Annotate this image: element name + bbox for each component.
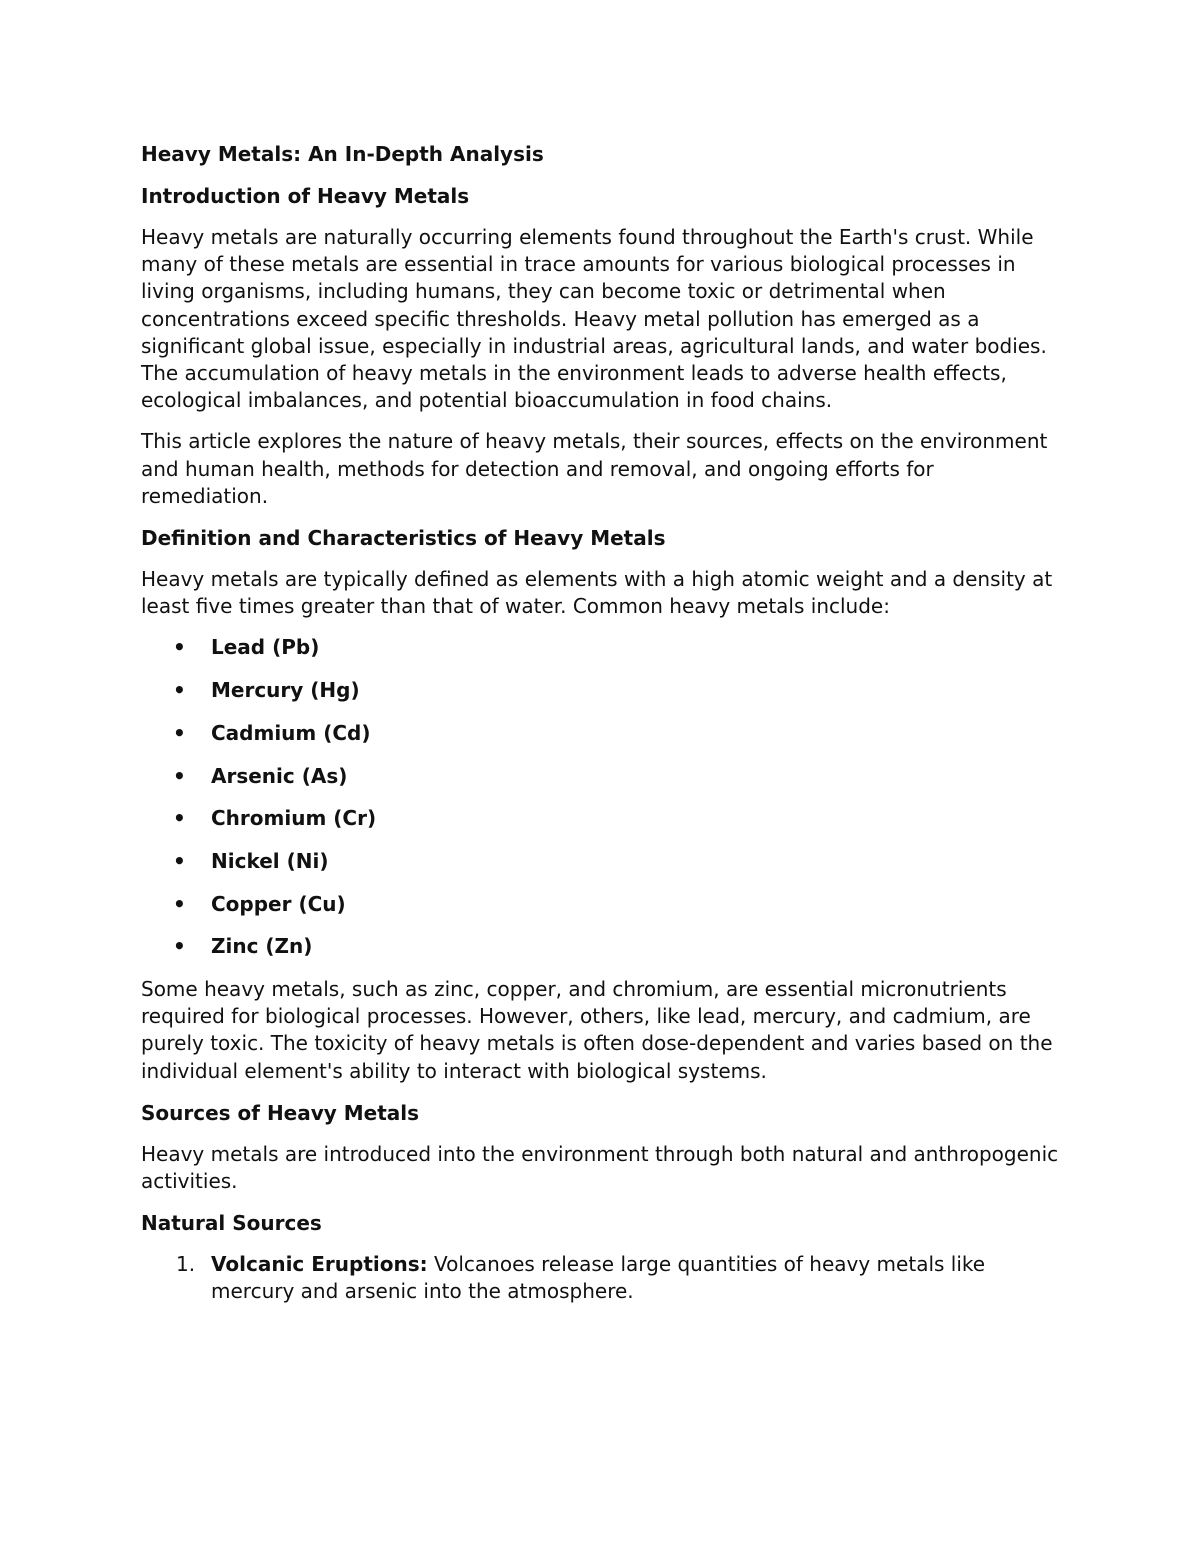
metal-name: Mercury (Hg)	[211, 678, 360, 703]
metal-name: Cadmium (Cd)	[211, 720, 371, 745]
metal-name: Nickel (Ni)	[211, 848, 329, 873]
natural-sources-heading: Natural Sources	[141, 1211, 322, 1236]
list-item	[141, 634, 1061, 661]
heavy-metals-list	[141, 634, 1061, 960]
metal-name: Copper (Cu)	[211, 891, 346, 916]
metal-name: Arsenic (As)	[211, 763, 348, 788]
bullet-icon: •	[173, 934, 186, 959]
intro-paragraph-2: This article explores the nature of heavy metals, their sources, effects on the environment and human health, methods for detection and removal, and ongoing efforts for remediation.	[141, 429, 1048, 508]
list-item	[141, 891, 1061, 918]
list-number: 1.	[176, 1252, 196, 1277]
bullet-icon: •	[173, 848, 186, 873]
document-title: Heavy Metals: An In-Depth Analysis	[141, 142, 544, 166]
list-text: Volcanoes release large quantities of heavy metals like mercury and arsenic into the atmosphere.	[211, 1252, 986, 1304]
bullet-icon: •	[173, 678, 186, 703]
list-term: Volcanic Eruptions:	[211, 1252, 428, 1277]
list-item	[141, 1251, 1061, 1305]
bullet-icon: •	[173, 635, 186, 660]
list-item	[141, 933, 1061, 960]
definition-paragraph-1: Heavy metals are typically defined as elements with a high atomic weight and a density at least five times greater than that of water. Common heavy metals include:	[141, 567, 1053, 619]
bullet-icon: •	[173, 891, 186, 916]
list-item	[141, 763, 1061, 790]
sources-paragraph-1: Heavy metals are introduced into the environment through both natural and anthropogenic activities.	[141, 1141, 1059, 1193]
list-item	[141, 848, 1061, 875]
natural-sources-list	[141, 1251, 1061, 1305]
bullet-icon: •	[173, 806, 186, 831]
intro-paragraph-1: Heavy metals are naturally occurring elements found throughout the Earth's crust. While many of these metals are essential in trace amounts for various biological processes in living organisms, including humans, they can become toxic or detrimental when concentrations exceed specific thresholds. Heavy metal pollution has emerged as a significant global issue, especially in industrial areas, agricultural lands, and water bodies. The accumulation of heavy metals in the environment leads to adverse health effects, ecological imbalances, and potential bioaccumulation in food chains.	[141, 225, 1047, 413]
intro-heading: Introduction of Heavy Metals	[141, 184, 470, 208]
definition-paragraph-2: Some heavy metals, such as zinc, copper, and chromium, are essential micronutrients required for biological processes. However, others, like lead, mercury, and cadmium, are purely toxic. The toxicity of heavy metals is often dose-dependent and varies based on the individual element's ability to interact with biological systems.	[141, 976, 1053, 1083]
list-item	[141, 805, 1061, 832]
list-item	[141, 677, 1061, 704]
metal-name: Chromium (Cr)	[211, 806, 377, 831]
bullet-icon: •	[173, 763, 186, 788]
metal-name: Zinc (Zn)	[211, 934, 313, 959]
list-item	[141, 720, 1061, 747]
metal-name: Lead (Pb)	[211, 635, 320, 660]
sources-heading: Sources of Heavy Metals	[141, 1100, 420, 1125]
definition-heading: Definition and Characteristics of Heavy Metals	[141, 526, 666, 551]
document-page	[141, 140, 1061, 1306]
bullet-icon: •	[173, 720, 186, 745]
